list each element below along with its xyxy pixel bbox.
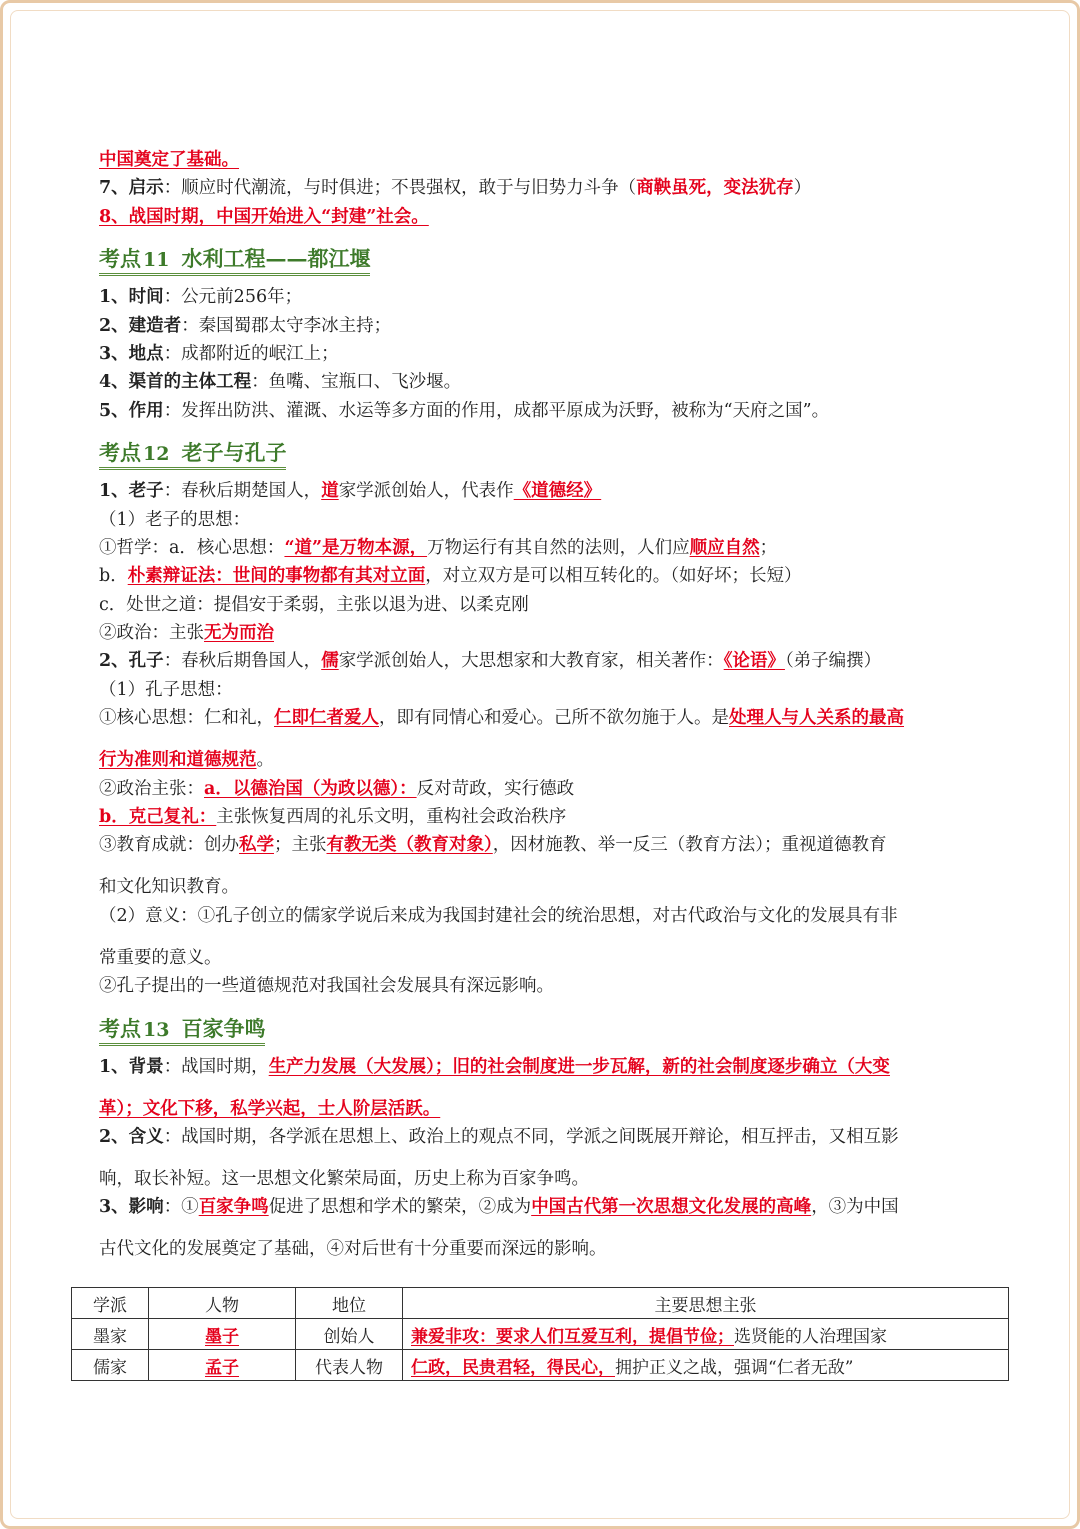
document-body — [99, 146, 989, 1264]
table-cell-school: 儒家 — [72, 1350, 149, 1381]
laozi-philosophy-b: b．朴素辩证法：世间的事物都有其对立面，对立双方是可以相互转化的。（如好坏；长短） — [99, 566, 802, 587]
kongzi-sub: （1）孔子思想： — [99, 679, 233, 700]
laozi-philosophy-a: ①哲学：a．核心思想：“道”是万物本源，万物运行有其自然的法则，人们应顺应自然； — [99, 537, 778, 558]
s11-item-4: 4、渠首的主体工程：鱼嘴、宝瓶口、飞沙堰。 — [99, 372, 462, 393]
intro-line-2: 7、启示：顺应时代潮流，与时俱进；不畏强权，敢于与旧势力斗争（商鞅虽死，变法犹存） — [99, 178, 812, 199]
s11-item-1: 1、时间：公元前256年； — [99, 287, 303, 308]
kongzi-significance-2: 常重要的意义。 — [99, 947, 222, 968]
table-header-cell: 地位 — [296, 1288, 403, 1319]
kongzi-significance-3: ②孔子提出的一些道德规范对我国社会发展具有深远影响。 — [99, 976, 554, 997]
s11-item-3: 3、地点：成都附近的岷江上； — [99, 343, 339, 364]
kongzi-line: 2、孔子：春秋后期鲁国人，儒家学派创始人，大思想家和大教育家，相关著作：《论语》（弟子编撰） — [99, 651, 882, 672]
table-cell-status: 创始人 — [296, 1319, 403, 1350]
laozi-sub: （1）老子的思想： — [99, 509, 251, 530]
laozi-philosophy-c: c．处世之道：提倡安于柔弱，主张以退为进、以柔克刚 — [99, 594, 529, 615]
table-cell-person: 墨子 — [149, 1319, 296, 1350]
table-header-row — [72, 1288, 1009, 1319]
kongzi-education-1: ③教育成就：创办私学；主张有教无类（教育对象），因材施教、举一反三（教育方法）；重视道德教育 — [99, 835, 887, 856]
baijia-meaning-2: 响，取长补短。这一思想文化繁荣局面，历史上称为百家争鸣。 — [99, 1168, 589, 1189]
table-header-cell: 主要思想主张 — [403, 1288, 1009, 1319]
kongzi-core-2: 行为准则和道德规范。 — [99, 750, 274, 771]
intro-line-3: 8、战国时期，中国开始进入“封建”社会。 — [99, 206, 429, 227]
table-row — [72, 1350, 1009, 1381]
kongzi-core-1: ①核心思想：仁和礼，仁即仁者爱人，即有同情心和爱心。己所不欲勿施于人。是处理人与人关系的最高 — [99, 708, 904, 729]
section-heading-13: 考点 13 百家争鸣 — [99, 1005, 989, 1053]
schools-table — [71, 1287, 1009, 1381]
baijia-background-2: 革）；文化下移，私学兴起，士人阶层活跃。 — [99, 1098, 441, 1119]
table-cell-idea: 兼爱非攻：要求人们互爱互利，提倡节俭；选贤能的人治理国家 — [403, 1319, 1009, 1350]
table-header-cell: 学派 — [72, 1288, 149, 1319]
kongzi-significance-1: （2）意义：①孔子创立的儒家学说后来成为我国封建社会的统治思想，对古代政治与文化的发展具有非 — [99, 905, 898, 926]
kongzi-education-2: 和文化知识教育。 — [99, 877, 239, 898]
laozi-line: 1、老子：春秋后期楚国人，道家学派创始人，代表作《道德经》 — [99, 481, 602, 502]
baijia-meaning-1: 2、含义：战国时期，各学派在思想上、政治上的观点不同，学派之间既展开辩论，相互抨击，又相互影 — [99, 1126, 899, 1147]
baijia-background-1: 1、背景：战国时期，生产力发展（大发展）；旧的社会制度进一步瓦解，新的社会制度逐步确立（大变 — [99, 1056, 890, 1077]
table-row — [72, 1319, 1009, 1350]
laozi-politics: ②政治：主张无为而治 — [99, 623, 274, 644]
table-cell-person: 孟子 — [149, 1350, 296, 1381]
kongzi-politics-a: ②政治主张：a．以德治国（为政以德）：反对苛政，实行德政 — [99, 778, 575, 799]
s11-item-5: 5、作用：发挥出防洪、灌溉、水运等多方面的作用，成都平原成为沃野，被称为“天府之国”。 — [99, 400, 830, 421]
table-header-cell: 人物 — [149, 1288, 296, 1319]
table-cell-status: 代表人物 — [296, 1350, 403, 1381]
table-cell-idea: 仁政，民贵君轻，得民心，拥护正义之战，强调“仁者无敌” — [403, 1350, 1009, 1381]
baijia-influence-1: 3、影响：①百家争鸣促进了思想和学术的繁荣，②成为中国古代第一次思想文化发展的高峰，③为中国 — [99, 1197, 899, 1218]
section-heading-12: 考点 12 老子与孔子 — [99, 429, 989, 477]
intro-line-1: 中国奠定了基础。 — [99, 150, 239, 170]
section-heading-11: 考点 11 水利工程——都江堰 — [99, 235, 989, 283]
s11-item-2: 2、建造者：秦国蜀郡太守李冰主持； — [99, 315, 392, 336]
table-cell-school: 墨家 — [72, 1319, 149, 1350]
baijia-influence-2: 古代文化的发展奠定了基础，④对后世有十分重要而深远的影响。 — [99, 1239, 607, 1260]
kongzi-politics-b: b．克己复礼：主张恢复西周的礼乐文明，重构社会政治秩序 — [99, 807, 567, 828]
